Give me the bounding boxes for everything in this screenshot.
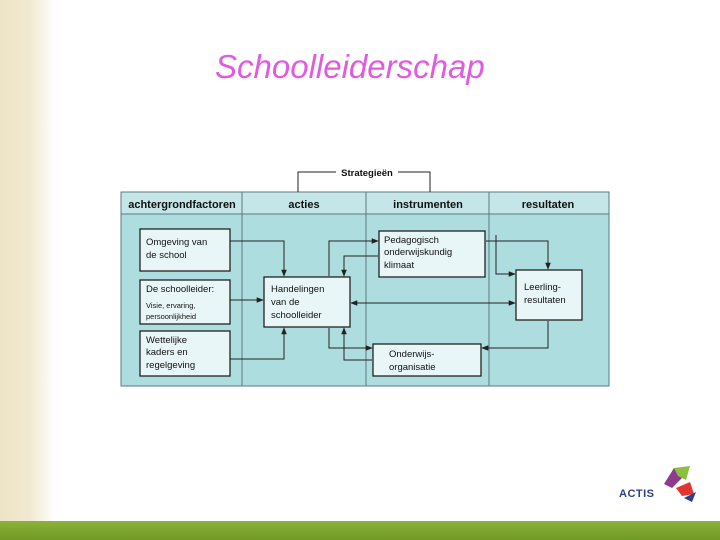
box-omgeving-text: Omgeving van de school — [146, 237, 208, 261]
box-schoolleider-text: De schoolleider: — [146, 284, 215, 295]
column-header-acties: acties — [288, 199, 320, 211]
slide-title: Schoolleiderschap — [215, 48, 485, 85]
strategy-label: Strategieën — [341, 168, 393, 179]
strategy-bracket-right — [398, 172, 430, 192]
column-header-resultaten: resultaten — [521, 199, 575, 211]
column-header-instrumenten: instrumenten — [393, 199, 463, 211]
column-header-achtergrondfactoren: achtergrondfactoren — [128, 199, 236, 211]
box-handelingen-text: Handelingen van de schoolleider — [271, 284, 325, 321]
box-wettelijke-text: Wettelijke kaders en regelgeving — [146, 335, 196, 371]
logo-text: ACTIS — [619, 488, 655, 500]
actis-logo — [612, 462, 702, 512]
box-pedagogisch-text: Pedagogisch onderwijskundig klimaat — [384, 235, 453, 271]
logo-shape — [676, 482, 694, 496]
strategy-bracket-left — [298, 172, 336, 192]
box-leerlingresultaten-text: Leerling- resultaten — [524, 282, 566, 306]
box-schoolleider-subtext: Visie, ervaring, persoonlijkheid — [146, 301, 197, 321]
box-onderwijsorganisatie-text: Onderwijs- organisatie — [389, 349, 436, 373]
